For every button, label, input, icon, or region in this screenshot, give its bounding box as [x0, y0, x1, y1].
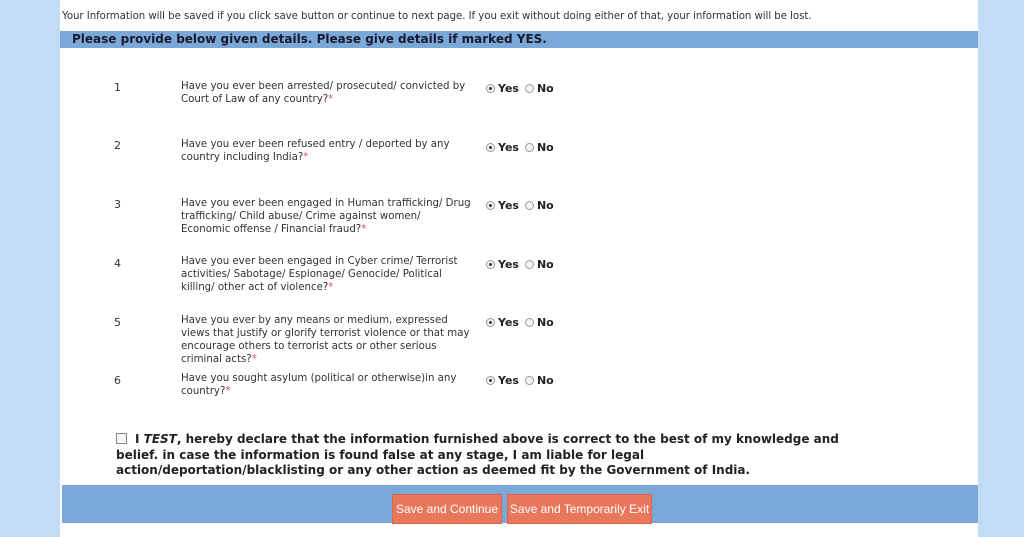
- question-options: [486, 141, 560, 154]
- no-radio[interactable]: [525, 376, 534, 385]
- yes-label[interactable]: Yes: [498, 258, 519, 271]
- no-label[interactable]: No: [536, 199, 554, 212]
- no-radio[interactable]: [525, 318, 534, 327]
- question-options: [486, 258, 560, 271]
- declaration: [116, 432, 856, 479]
- question-number: 4: [114, 257, 121, 270]
- yes-radio[interactable]: [486, 318, 495, 327]
- no-label[interactable]: No: [536, 258, 554, 271]
- required-mark: *: [361, 224, 367, 235]
- no-radio[interactable]: [525, 201, 534, 210]
- save-and-continue-button[interactable]: Save and Continue: [392, 494, 502, 524]
- question-options: [486, 199, 560, 212]
- question-text: [181, 138, 471, 164]
- question-label: Have you ever by any means or medium, expressed views that justify or glorify terrorist violence or that may encourage others to terrorist acts or other serious criminal acts?: [181, 315, 470, 365]
- question-number: 5: [114, 316, 121, 329]
- section-title: Please provide below given details. Please give details if marked YES.: [72, 32, 547, 46]
- declaration-text: , hereby declare that the information furnished above is correct to the best of my knowledge and belief. in case the information is found false at any stage, I am liable for legal action/deportation/blacklisting or any other action as deemed fit by the Government of India.: [116, 432, 839, 477]
- question-number: 1: [114, 81, 121, 94]
- question-text: [181, 80, 471, 106]
- no-radio[interactable]: [525, 84, 534, 93]
- yes-radio[interactable]: [486, 376, 495, 385]
- question-text: [181, 197, 471, 236]
- declaration-checkbox[interactable]: [116, 433, 127, 444]
- required-mark: *: [328, 94, 334, 105]
- question-label: Have you ever been arrested/ prosecuted/ convicted by Court of Law of any country?: [181, 81, 466, 105]
- no-radio[interactable]: [525, 143, 534, 152]
- yes-radio[interactable]: [486, 84, 495, 93]
- question-text: [181, 314, 471, 366]
- yes-label[interactable]: Yes: [498, 199, 519, 212]
- required-mark: *: [225, 386, 231, 397]
- question-label: Have you ever been engaged in Cyber crime/ Terrorist activities/ Sabotage/ Espionage/ Genocide/ Political killing/ other act of violence?: [181, 256, 458, 293]
- save-and-exit-button[interactable]: Save and Temporarily Exit: [507, 494, 652, 524]
- save-notice: Your Information will be saved if you click save button or continue to next page. If you exit without doing either of that, your information will be lost.: [62, 11, 812, 22]
- required-mark: *: [328, 282, 334, 293]
- question-number: 6: [114, 374, 121, 387]
- yes-radio[interactable]: [486, 143, 495, 152]
- question-text: [181, 255, 471, 294]
- no-label[interactable]: No: [536, 316, 554, 329]
- yes-label[interactable]: Yes: [498, 141, 519, 154]
- no-label[interactable]: No: [536, 374, 554, 387]
- yes-label[interactable]: Yes: [498, 374, 519, 387]
- yes-label[interactable]: Yes: [498, 316, 519, 329]
- required-mark: *: [303, 152, 309, 163]
- section-header: [60, 31, 978, 48]
- question-number: 2: [114, 139, 121, 152]
- applicant-name: TEST: [143, 432, 177, 446]
- declaration-prefix: I: [135, 432, 144, 446]
- no-label[interactable]: No: [536, 141, 554, 154]
- question-text: [181, 372, 471, 398]
- question-options: [486, 374, 560, 387]
- footer-bar: [62, 485, 978, 523]
- no-radio[interactable]: [525, 260, 534, 269]
- yes-label[interactable]: Yes: [498, 82, 519, 95]
- question-label: Have you ever been engaged in Human trafficking/ Drug trafficking/ Child abuse/ Crime against women/ Economic offense / Financial fraud?: [181, 198, 471, 235]
- question-label: Have you sought asylum (political or otherwise)in any country?: [181, 373, 457, 397]
- form-panel: [60, 0, 978, 537]
- yes-radio[interactable]: [486, 260, 495, 269]
- question-label: Have you ever been refused entry / deported by any country including India?: [181, 139, 450, 163]
- no-label[interactable]: No: [536, 82, 554, 95]
- question-options: [486, 82, 560, 95]
- question-number: 3: [114, 198, 121, 211]
- required-mark: *: [251, 354, 257, 365]
- yes-radio[interactable]: [486, 201, 495, 210]
- question-options: [486, 316, 560, 329]
